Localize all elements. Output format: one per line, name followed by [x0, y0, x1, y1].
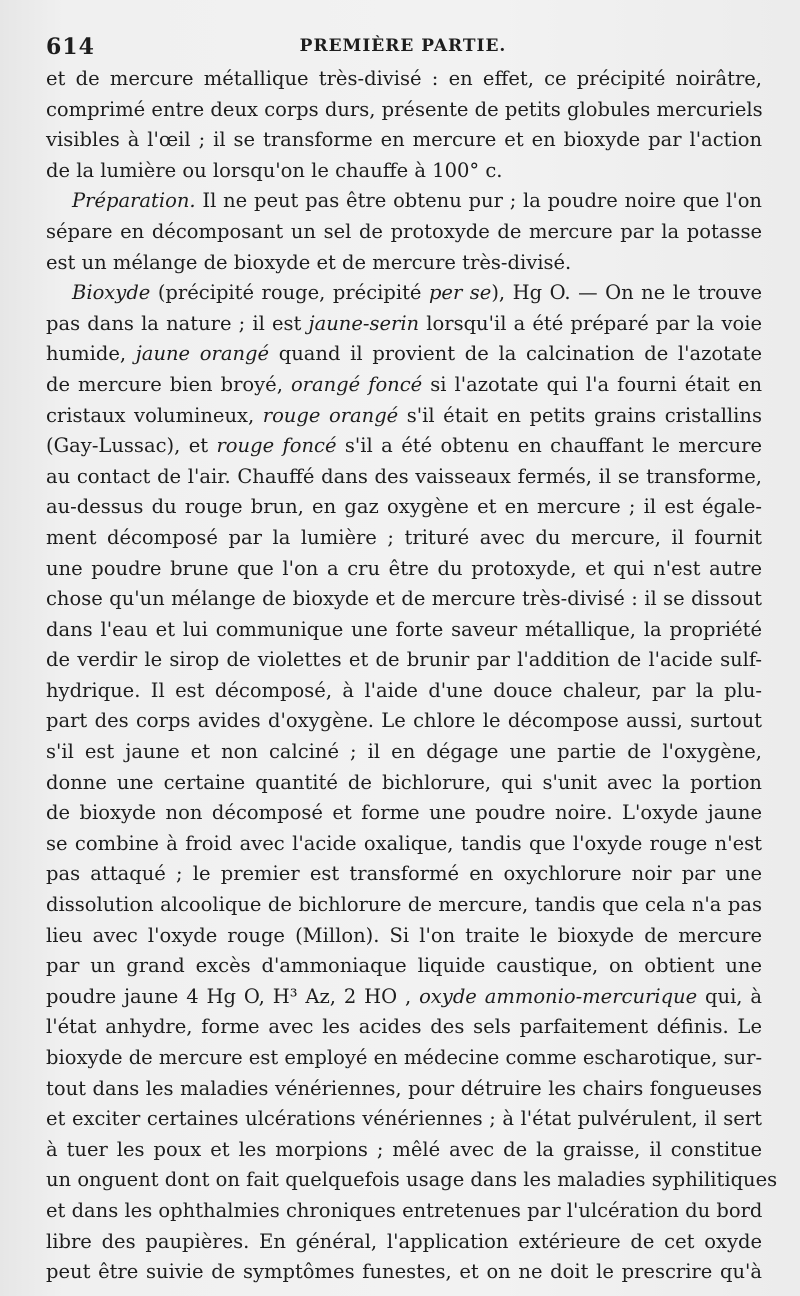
text-line [46, 309, 762, 340]
text-line [46, 982, 762, 1013]
text-line [46, 523, 762, 554]
text-line [46, 890, 762, 921]
text-line [46, 186, 762, 217]
text-line [46, 339, 762, 370]
text-segment: à tuer les poux et les morpions ; mêlé avec de la graisse, il constitue [46, 1137, 762, 1161]
text-segment: part des corps avides d'oxygène. Le chlore le décompose aussi, surtout [46, 709, 762, 733]
text-line [46, 645, 762, 676]
text-segment: et exciter certaines ulcérations vénériennes ; à l'état pulvérulent, il sert [46, 1107, 762, 1131]
text-line [46, 1165, 778, 1196]
text-line [46, 1104, 762, 1135]
text-line [46, 737, 762, 768]
text-segment: tout dans les maladies vénériennes, pour détruire les chairs fongueuses [46, 1076, 762, 1100]
text-line [46, 921, 762, 952]
text-line [46, 829, 762, 860]
page-number: 614 [46, 34, 95, 60]
text-line [46, 217, 762, 248]
text-line [46, 95, 762, 126]
text-segment: une poudre brune que l'on a cru être du protoxyde, et qui n'est autre [46, 556, 762, 580]
text-segment: libre des paupières. En général, l'application extérieure de cet oxyde [46, 1229, 762, 1253]
text-segment: de verdir le sirop de violettes et de brunir par l'addition de l'acide sulf- [46, 648, 762, 672]
page-header [46, 30, 760, 60]
text-segment: au contact de l'air. Chauffé dans des vaisseaux fermés, il se transforme, [46, 464, 762, 488]
text-segment: peut être suivie de symptômes funestes, et on ne doit le prescrire qu'à [46, 1260, 762, 1284]
text-segment: et de mercure métallique très-divisé : en effet, ce précipité noirâtre, [46, 67, 762, 90]
text-segment: comprimé entre deux corps durs, présente de petits globules mercuriels [46, 97, 763, 121]
text-line [46, 64, 762, 95]
italic-text: jaune orangé [135, 342, 270, 366]
text-line [46, 706, 762, 737]
italic-text: Préparation. [72, 189, 196, 213]
text-line [46, 1074, 762, 1105]
text-segment: s'il a été obtenu en chauffant le mercure [336, 434, 762, 458]
italic-text: orangé foncé [290, 372, 423, 396]
text-segment: quand il provient de la calcination de l'azotate [269, 342, 763, 366]
text-body [46, 64, 778, 1288]
text-line [46, 584, 762, 615]
text-line [46, 401, 762, 432]
text-line [46, 798, 762, 829]
italic-text: rouge orangé [262, 403, 399, 427]
text-line [46, 615, 762, 646]
text-segment: s'il était en petits grains cristallins [398, 403, 762, 427]
text-segment: pas attaqué ; le premier est transformé en oxychlorure noir par une [46, 862, 762, 886]
text-segment: dans l'eau et lui communique une forte saveur métallique, la propriété [46, 617, 762, 641]
text-line [46, 1196, 762, 1227]
text-line [46, 462, 762, 493]
text-line [46, 1012, 762, 1043]
italic-text: Bioxyde [72, 281, 151, 305]
text-segment: humide, [46, 342, 136, 366]
text-segment: sépare en décomposant un sel de protoxyde de mercure par la potasse [46, 219, 762, 243]
text-line [46, 676, 762, 707]
italic-text: jaune-serin [308, 311, 420, 335]
text-line [46, 768, 762, 799]
text-line [46, 278, 762, 309]
text-line [46, 156, 762, 187]
text-segment: de la lumière ou lorsqu'on le chauffe à 100° c. [46, 158, 503, 182]
text-segment: chose qu'un mélange de bioxyde et de mercure très-divisé : il se dissout [46, 587, 762, 611]
text-segment: pas dans la nature ; il est [46, 311, 309, 335]
text-segment: dissolution alcoolique de bichlorure de mercure, tandis que cela n'a pas [46, 893, 762, 917]
text-segment: ment décomposé par la lumière ; trituré avec du mercure, il fournit [46, 525, 762, 549]
text-line [46, 431, 762, 462]
text-line [46, 951, 762, 982]
text-line [46, 1043, 762, 1074]
text-line [46, 1227, 762, 1258]
text-segment: lorsqu'il a été préparé par la voie [419, 311, 762, 335]
text-segment: l'état anhydre, forme avec les acides des sels parfaitement définis. Le [46, 1015, 762, 1039]
text-segment: lieu avec l'oxyde rouge (Millon). Si l'on traite le bioxyde de mercure [46, 923, 762, 947]
text-segment: s'il est jaune et non calciné ; il en dégage une partie de l'oxygène, [46, 740, 762, 764]
text-segment: un onguent dont on fait quelquefois usage dans les maladies syphilitiques [46, 1168, 778, 1192]
text-segment: (précipité rouge, précipité [150, 281, 429, 305]
text-line [46, 370, 762, 401]
text-segment: cristaux volumineux, [46, 403, 263, 427]
italic-text: rouge foncé [216, 434, 337, 458]
text-segment: est un mélange de bioxyde et de mercure très-divisé. [46, 250, 572, 274]
text-segment: hydrique. Il est décomposé, à l'aide d'une douce chaleur, par la plu- [46, 678, 762, 702]
italic-text: oxyde ammonio-mercurique [419, 984, 698, 1008]
text-line [46, 554, 762, 585]
text-segment: Il ne peut pas être obtenu pur ; la poudre noire que l'on [195, 189, 762, 213]
text-segment: si l'azotate qui l'a fourni était en [422, 372, 763, 396]
text-line [46, 125, 762, 156]
text-line [46, 1135, 762, 1166]
text-segment: par un grand excès d'ammoniaque liquide caustique, on obtient une [46, 954, 762, 978]
text-segment: au-dessus du rouge brun, en gaz oxygène et en mercure ; il est égale- [46, 495, 762, 519]
running-title: PREMIÈRE PARTIE. [299, 36, 507, 56]
text-segment: visibles à l'œil ; il se transforme en mercure et en bioxyde par l'action [46, 128, 762, 152]
text-line [46, 492, 762, 523]
text-segment: ), Hg O. — On ne le trouve [491, 281, 762, 305]
text-segment: (Gay-Lussac), et [46, 434, 217, 458]
text-segment: se combine à froid avec l'acide oxalique, tandis que l'oxyde rouge n'est [46, 831, 762, 855]
text-segment: de mercure bien broyé, [46, 372, 291, 396]
text-segment: et dans les ophthalmies chroniques entretenues par l'ulcération du bord [46, 1198, 763, 1222]
text-segment: donne une certaine quantité de bichlorure, qui s'unit avec la portion [46, 770, 762, 794]
text-line [46, 248, 762, 279]
text-segment: poudre jaune 4 Hg O, H³ Az, 2 HO , [46, 984, 420, 1008]
text-segment: qui, à [697, 984, 762, 1008]
text-line [46, 859, 762, 890]
text-line [46, 1257, 762, 1288]
text-segment: bioxyde de mercure est employé en médecine comme escharotique, sur- [46, 1046, 763, 1069]
italic-text: per se [428, 281, 492, 305]
text-segment: de bioxyde non décomposé et forme une poudre noire. L'oxyde jaune [46, 801, 762, 825]
